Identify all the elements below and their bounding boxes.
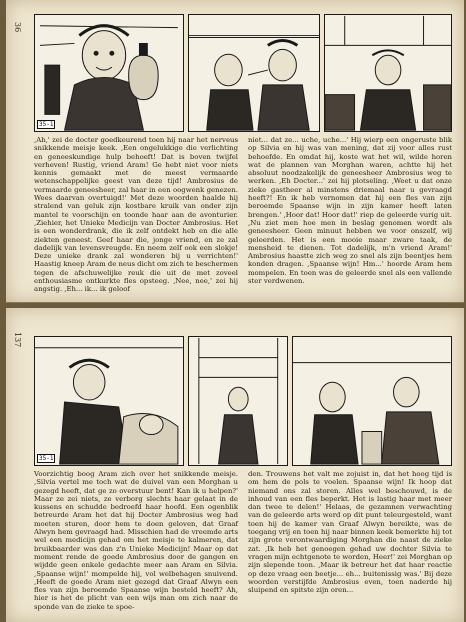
comic-strip xyxy=(34,336,452,464)
page-number: 36 xyxy=(13,22,22,33)
illustration-two-figures xyxy=(189,15,319,131)
paragraph: ‚Ah,' zei de docter goedkeurend toen hij naar het nerveus snikkende meisje keek. ‚Een ongelukkige die verlichting en geneeskundige hulp behoeft! Dat is boven twijfel verheven! Rustig, vriend Aram! Ge hebt niet voor niets kennis gemaakt met de meest vermaarde wetenschappelijke geest van deze tijd! Ambrosius de vermaarde geneesheer, zal haar in een oogwenk genezen. Wees daarvan overtuigd!' Met deze woorden haalde hij stralend van geluk zijn kostbare kruik van onder zijn mantel te voorschijn en toonde haar aan de avonturier. ‚Ziehier, het Unieke Medicijn van Docter Ambrosius. Het is een wonderdrank, die ik zelf ontdekt heb en die alle ziekten geneest. Geef haar die, jonge vriend, en ze zal dadelijk van levensvreugde. En neem zelf ook een slokje! Deze unieke drank zal wonderen bij u verrichten!' Haastig kneep Aram de neus dicht om zich te beschermen tegen de afschuwelijke reuk die uit de met zoveel enthousiasme ontkurkte fles opsteeg. ‚Nee, nee,' zei hij angstig. ‚Eh... ik... ik geloof xyxy=(34,136,239,294)
page-number: 137 xyxy=(13,332,22,348)
illustration-bedside-scene xyxy=(293,337,451,465)
comic-panel-1 xyxy=(34,14,184,132)
text-column-right xyxy=(248,470,452,611)
illustration-doctor-with-flask xyxy=(35,15,183,131)
paragraph: den. Trouwens het valt me zojuist in, dat het hoog tijd is om hem de pols te voelen. Spaanse wijn! Ik hoop dat niemand ons zal storen. Alles wel beschouwd, is de inhoud van een fles beperkt. Het is lastig haar met meer dan twee te delen!' Helaas, de gezamnen verwachting van de geleerde arts werd op dit punt teleurgesteld, want toen hij de kamer van Graaf Alwyn bereikte, was de toegang vrij en toen hij naar binnen keek bemerkte hij tot zijn grote verontwaardiging Morghan die naast de zieke zat. ‚Ik heb het genoegen gehad uw dochter Silvia te vragen mijn echtgenote te worden, Heer!' zei Morghan op zijn slepende toon. ‚Maar ik betreur het dat haar reactie op deze vraag een beetje... eh... buitenissig was.' Bij deze woorden verstijfde Ambrosius even, toen naderde hij sluipend en spitste zijn oren... xyxy=(248,470,452,595)
comic-strip xyxy=(34,14,452,130)
text-column-left xyxy=(34,470,238,611)
comic-panel-1 xyxy=(34,336,184,466)
comic-panel-2 xyxy=(188,336,289,466)
panel-label: 35-1 xyxy=(39,455,54,462)
illustration-man-over-girl xyxy=(35,337,183,465)
panel-label: 35-1 xyxy=(39,121,54,128)
top-page xyxy=(6,0,464,303)
illustration-figures-in-room xyxy=(325,15,451,131)
text-column-left xyxy=(34,136,238,294)
comic-panel-3 xyxy=(324,14,452,132)
text-column-right xyxy=(248,136,452,294)
paragraph: niet... dat ze... uche, uche...' Hij wierp een ongeruste blik op Silvia en hij was van mening, dat zij voor alles rust behoefde. En omdat hij, koste wat het wil, wilde horen wat de plannen van Morghan waren, achtte hij het absoluut noodzakelijk de geneesheer Ambrosius weg te werken. ‚Eh Docter...' zei hij plotseling. ‚Weet u dat onze zieke gastheer al minstens driemaal naar u gevraagd heeft?! En ik heb vernomen dat hij een fles van zijn beroemde Spaanse wijn in zijn kamer heeft laten brengen.' ‚Hoor dat! Hoor dat!' riep de geleerde vurig uit. ‚Nu ziet men hoe men in beslag genomen wordt als geneesheer. Geen minuut hebben we voor onszelf, wij geleerden. Het is een mooie maar zware taak, de mensheid te dienen. Tot dadelijk, m'n vriend Aram!' Ambrosius haastte zich weg zo snel als zijn beentjes hem konden dragen. ‚Spaanse wijn! Hm...' hoorde Aram hem mompelen. En toen was de geleerde snel als een vallende ster verdwenen. xyxy=(248,136,452,286)
comic-panel-2 xyxy=(188,14,320,132)
story-text xyxy=(34,136,452,294)
paragraph: Voorzichtig boog Aram zich over het snikkende meisje. ‚Silvia vertel me toch wat de duivel van een Morghan u gezegd heeft, dat ge zo overstuur bent! Kan ik u helpen?' Maar ze zei niets, ze verborg slechts haar gelaat in de kussens en schudde bedroefd haar hoofd. Een ogenblik betreurde Aram het dat hij Docter Ambrosius weg had moeten sturen, door hem te doen geloven, dat Graaf Alwyn hem gevraagd had. Misschien had de vreemde arts wel een medicijn gehad om het meisje te kalmeren, dat bruikbaarder was dan z'n Unieke Medicijn! Maar op dat moment rende de goede Ambrosius door de gangen en wijdde geen enkele gedachte meer aan Aram en Silvia. ‚Spaanse wijn!' mompelde hij, vol welbehagen snuivend. ‚Heeft de goede Aram niet gezegd dat Graaf Alwyn een fles van zijn beroemde Spaanse wijn besteld heeft? Ah, hier is het de plicht van een wijs man om zich naar de sponde van de zieke te spoe- xyxy=(34,470,238,611)
story-text xyxy=(34,470,452,611)
comic-panel-3 xyxy=(292,336,452,466)
illustration-corridor-figure xyxy=(189,337,288,465)
bottom-page xyxy=(6,308,464,622)
